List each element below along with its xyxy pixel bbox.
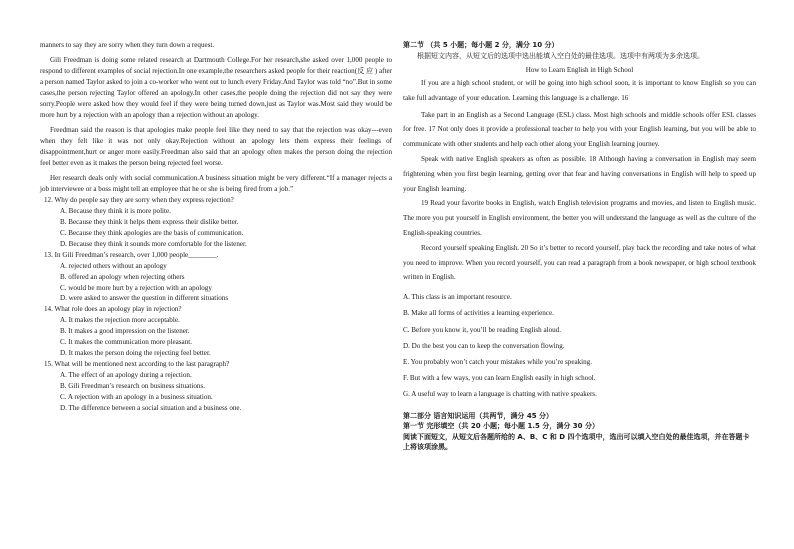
option-d: D. Because they think it sounds more comfortable for the listener.: [60, 239, 247, 248]
question-stem: 12. Why do people say they are sorry when they express rejection?: [44, 196, 234, 205]
section-heading: 第二节 （共 5 小题；每小题 2 分，满分 10 分）: [403, 41, 559, 49]
options-list: [403, 289, 756, 402]
passage-paragraph: If you are a high school student, or will be going into high school soon, it is important to know English so you can take full advantage of your education. Learning this language is a challenge. 16: [403, 79, 756, 102]
option-d: D. It makes the person doing the rejecting feel better.: [60, 348, 211, 357]
option-f: F. But with a few ways, you can learn English easily in high school.: [403, 374, 596, 383]
option-c: C. Because they think apologies are the basis of communication.: [60, 229, 244, 237]
option-d: D. were asked to answer the question in different situations: [60, 294, 229, 303]
option-e: E. You probably won’t catch your mistakes while you’re speaking.: [403, 357, 593, 366]
question-13: [40, 250, 392, 305]
option-b: B. It makes a good impression on the listener.: [60, 327, 190, 336]
part-two: [403, 411, 756, 453]
question-stem: 14. What role does an apology play in rejection?: [44, 305, 182, 314]
section-heading: 第一节 完形填空（共 20 小题；每小题 1.5 分，满分 30 分）: [403, 422, 599, 431]
question-12: [40, 195, 392, 250]
option-a: A. This class is an important resource.: [403, 293, 512, 302]
left-column: [40, 40, 392, 413]
section-instruction: 根据短文内容，从短文后的选项中选出能填入空白处的最佳选项。选项中有两项为多余选项。: [417, 51, 704, 60]
option-c: C. would be more hurt by a rejection with an apology: [60, 283, 212, 292]
option-b: B. Gili Freedman’s research on business situations.: [60, 381, 206, 390]
passage-paragraph: Her research deals only with social communication.A business situation might be very different.“If a manager rejects a job interviewee or a boss might tell an employee that he or she is being fired from a job.”: [40, 174, 392, 194]
option-d: D. Do the best you can to keep the conversation flowing.: [403, 341, 565, 350]
right-column: [403, 40, 756, 453]
option-d: D. The difference between a social situation and a business one.: [60, 403, 242, 412]
part-heading: 第二部分 语言知识运用（共两节，满分 45 分）: [403, 411, 554, 420]
question-stem: 15. What will be mentioned next according to the last paragraph?: [44, 359, 230, 368]
passage-paragraph: Freedman said the reason is that apologies make people feel like they need to say that the rejection was okay---even when they felt like it was not only okay.Rejection without an apology lets them express their feelings of disappointment,hurt or anger more easily.Freedman also said that an apology often makes the person doing the rejection feel better even as it makes the person being rejected feel worse.: [40, 126, 392, 168]
passage-title: How to Learn English in High School: [525, 66, 634, 74]
option-b: B. Because they think it helps them express their dislike better.: [60, 218, 239, 227]
option-c: C. A rejection with an apology in a business situation.: [60, 392, 213, 401]
reading-passage-fragment: manners to say they are sorry when they turn down a request.: [40, 41, 215, 49]
passage-paragraph: Record yourself speaking English. 20 So it’s better to record yourself, play back the recording and take notes of what you need to improve. When you record yourself, you can read a paragraph from a book newspaper, or high school textbook written in English.: [403, 243, 756, 282]
section-instruction: 阅读下面短文，从短文后各题所给的 A、B、C 和 D 四个选项中，选出可以填入空白处的最佳选项，并在答题卡上将该项涂黑。: [403, 432, 750, 452]
option-a: A. It makes the rejection more acceptable.: [60, 316, 180, 325]
option-b: B. offered an apology when rejecting others: [60, 272, 185, 281]
passage-paragraph: Speak with native English speakers as often as possible. 18 Although having a conversation in English may seem frightening when you first begin learning, getting over that fear and having conversations in English will help to speed up your English learning.: [403, 154, 756, 193]
question-14: [40, 304, 392, 359]
option-c: C. Before you know it, you’ll be reading English aloud.: [403, 325, 562, 334]
option-b: B. Make all forms of activities a learning experience.: [403, 309, 554, 318]
question-15: [40, 359, 392, 414]
option-c: C. It makes the communication more pleasant.: [60, 338, 192, 347]
option-a: A. The effect of an apology during a rejection.: [60, 370, 192, 379]
option-g: G. A useful way to learn a language is chatting with native speakers.: [403, 390, 597, 399]
option-a: A. rejected others without an apology: [60, 261, 167, 270]
passage-paragraph: 19 Read your favorite books in English, watch English television programs and movies, and listen to English music. The more you put yourself in English environment, the better you will understand the language as well as the culture of the English-speaking countries.: [403, 199, 756, 237]
passage-paragraph: Gili Freedman is doing some related research at Dartmouth College.For her research,she asked over 1,000 people to respond to different examples of social rejection.In one example,the researchers asked people for their reaction(反 应 ) after a person named Taylor asked to join a co-worker who went out to lunch every Friday.And Taylor was told “no”.But in some cases,the person rejecting Taylor offered an apology.In other cases,the people doing the rejection did not say they were sorry.People were asked how they would feel if they were being turned down,just as Taylor was.Most said they would be more hurt by a rejection with an apology than a rejection without an apology.: [40, 56, 392, 119]
option-a: A. Because they think it is more polite.: [60, 207, 171, 216]
passage-paragraph: Take part in an English as a Second Language (ESL) class. Most high schools and middle schools offer ESL classes for free. 17 Not only does it provide a professional teacher to help you with your English learning, but you will be able to communicate with other students and help each other along your English learning journey.: [403, 110, 756, 149]
question-stem: 13. In Gili Freedman’s research, over 1,000 people________.: [44, 250, 219, 259]
